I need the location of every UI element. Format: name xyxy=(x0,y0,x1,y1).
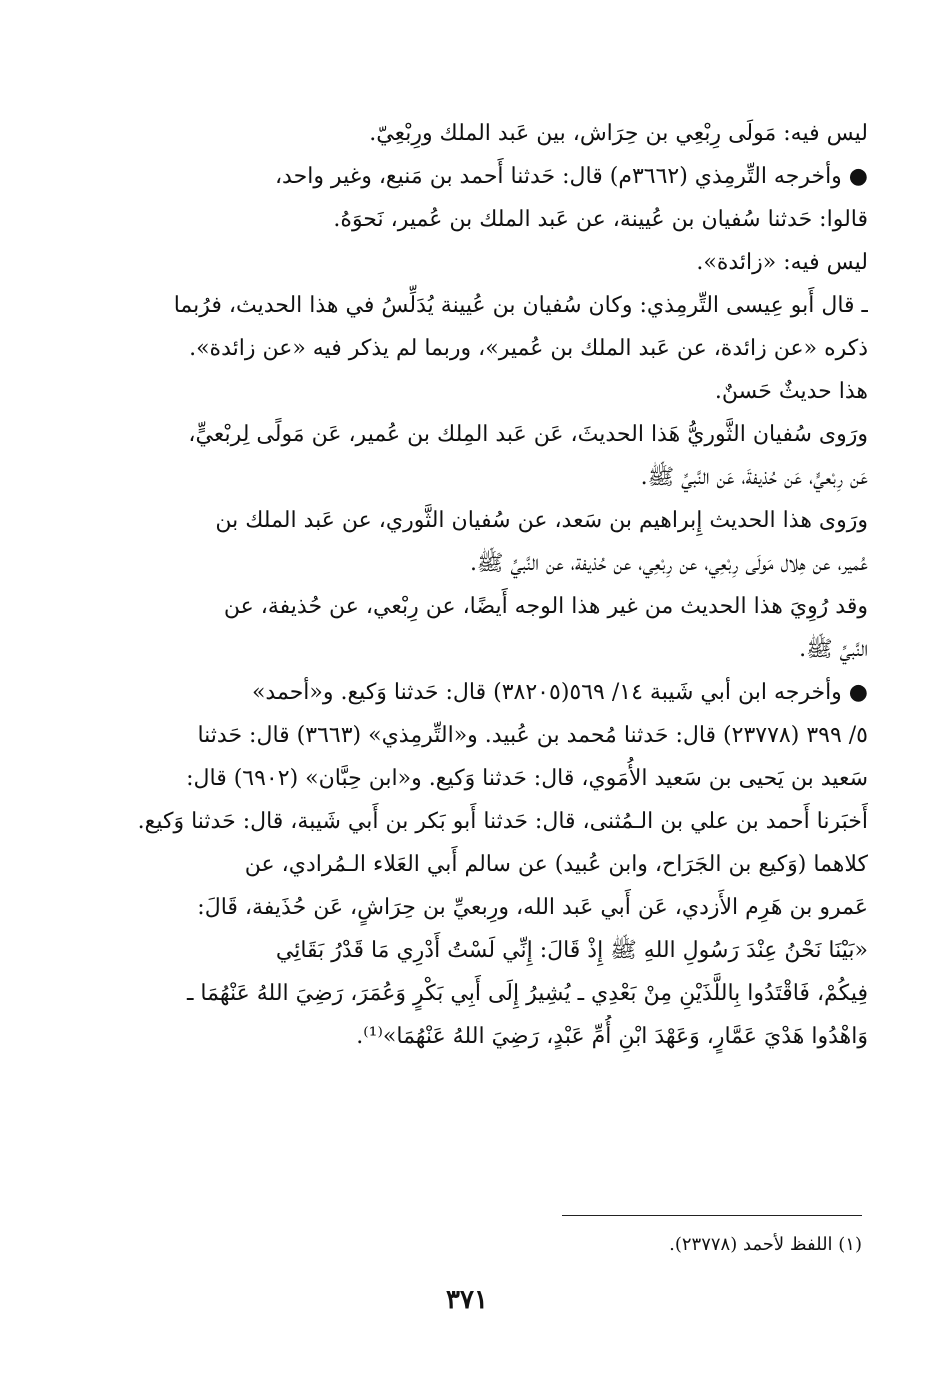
text-line: ـ قال أَبو عِيسى التِّرمِذي: وكان سُفيان بن عُيينة يُدَلِّسُ في هذا الحديث، فرُبما xyxy=(173,293,868,318)
footnote-divider xyxy=(562,1215,862,1216)
text-line: ● وأخرجه التِّرمِذي (٣٦٦٢م) قال: حَدثنا أَحمد بن مَنيع، وغير واحد، xyxy=(274,164,868,189)
text-line: ليس فيه: مَولَى رِبْعِي بن حِرَاش، بين عَبد الملك ورِبْعِيّ. xyxy=(369,121,868,146)
text-line: سَعيد بن يَحيى بن سَعيد الأُمَوي، قال: حَدثنا وَكيع. و«ابن حِبَّان» (٦٩٠٢) قال: xyxy=(186,766,868,791)
text-line: قالوا: حَدثنا سُفيان بن عُيينة، عن عَبد الملك بن عُمير، نَحوَهُ. xyxy=(333,207,868,232)
text-line: ذكره «عن زائدة، عن عَبد الملك بن عُمير»، وربما لم يذكر فيه «عن زائدة». xyxy=(189,336,868,361)
text-line: ● وأخرجه ابن أبي شَيبة ١٤/ ٥٦٩(٣٨٢٠٥) قال: حَدثنا وَكيع. و«أحمد» xyxy=(251,680,868,705)
body-text xyxy=(130,112,868,1058)
text-line: النَّبيِّ ﷺ. xyxy=(799,637,868,662)
text-line: ورَوى هذا الحديث إِبراهيم بن سَعد، عن سُفيان الثَّوري، عن عَبد الملك بن xyxy=(215,508,868,533)
page-number: ٣٧١ xyxy=(446,1285,488,1315)
text-line: «بَيْنَا نَحْنُ عِنْدَ رَسُولِ اللهِ ﷺ إِذْ قَالَ: إِنِّي لَسْتُ أَدْرِي مَا قَدْرُ بَقَائِي xyxy=(275,938,868,963)
footnote: (١) اللفظ لأحمد (٢٣٧٧٨). xyxy=(669,1234,862,1255)
text-line: ٥/ ٣٩٩ (٢٣٧٧٨) قال: حَدثنا مُحمد بن عُبيد. و«التِّرمِذي» (٣٦٦٣) قال: حَدثنا xyxy=(197,723,868,748)
text-line: ورَوى سُفيان الثَّوريُّ هَذا الحديثَ، عَن عَبد المِلك بن عُمير، عَن مَولًى لِربْعيٍّ، xyxy=(188,422,868,447)
text-line: عَمرو بن هَرِم الأَزدي، عَن أَبي عَبد الله، ورِبعيِّ بن حِرَاشٍ، عَن حُذَيفة، قَالَ: xyxy=(197,895,868,920)
text-line: أَخبَرنا أَحمد بن علي بن الـمُثنى، قال: حَدثنا أَبو بَكر بن أَبي شَيبة، قال: حَدثنا وَكيع. xyxy=(137,809,868,834)
text-line: عُمير، عن هِلال مَولَى رِبْعِي، عن رِبْعِي، عن حُذيفة، عن النَّبيِّ ﷺ. xyxy=(469,551,868,576)
text-line: فِيكُمْ، فَاقْتَدُوا بِاللَّذَيْنِ مِنْ بَعْدِي ـ يُشِيرُ إِلَى أَبِي بَكْرٍ وَعُمَرَ، رَضِيَ اللهُ عَنْهُمَا ـ xyxy=(186,981,868,1006)
text-line: ليس فيه: «زائدة». xyxy=(696,250,868,275)
text-line: هذا حديثٌ حَسنٌ. xyxy=(714,379,868,404)
text-line: وَاهْدُوا هَدْيَ عَمَّارٍ، وَعَهْدَ ابْنِ أُمِّ عَبْدٍ، رَضِيَ اللهُ عَنْهُمَا»⁽¹⁾. xyxy=(356,1024,868,1049)
text-line: وقد رُوِيَ هذا الحديث من غير هذا الوجه أَيضًا، عن رِبْعي، عن حُذيفة، عن xyxy=(223,594,868,619)
text-line: عَن رِبْعيٍّ، عَن حُذيفةَ، عَن النَّبيِّ ﷺ. xyxy=(640,465,868,490)
text-line: كلاهما (وَكيع بن الجَرَاح، وابن عُبيد) عن سالم أَبي العَلاء الـمُرادي، عن xyxy=(244,852,868,877)
